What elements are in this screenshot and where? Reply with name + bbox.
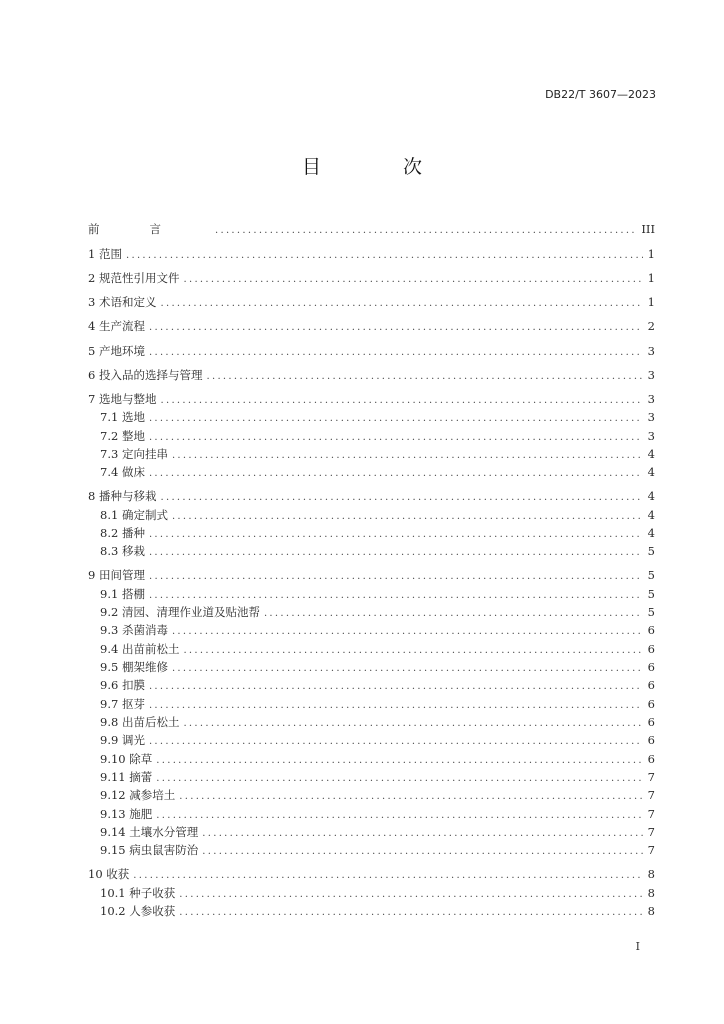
toc-leader-dots — [126, 248, 643, 264]
toc-entry[interactable] — [88, 270, 655, 286]
toc-entry-label: 9.5 棚架维修 — [100, 660, 168, 674]
toc-entry-label: 9.2 清园、清理作业道及贴池帮 — [100, 605, 260, 619]
toc-entry-page: 5 — [647, 568, 655, 582]
toc-entry[interactable] — [100, 824, 655, 840]
toc-entry-label: 7.2 整地 — [100, 429, 145, 443]
toc-leader-dots — [149, 320, 643, 336]
toc-entry-label: 前言 — [88, 222, 211, 236]
toc-entry-page: 2 — [647, 319, 655, 333]
toc-entry-label: 1 范围 — [88, 247, 122, 261]
toc-entry[interactable] — [100, 885, 655, 901]
toc-entry-page: 4 — [647, 489, 655, 503]
toc-entry[interactable] — [88, 488, 655, 504]
toc-leader-dots — [160, 296, 643, 312]
toc-leader-dots — [160, 490, 643, 506]
toc-entry-page: 5 — [647, 544, 655, 558]
toc-entry[interactable] — [88, 367, 655, 383]
toc-entry-label: 9.10 除草 — [100, 752, 153, 766]
toc-entry-page: 3 — [647, 368, 655, 382]
toc-entry-label: 9.8 出苗后松土 — [100, 715, 180, 729]
toc-leader-dots — [215, 223, 637, 239]
toc-entry[interactable] — [100, 714, 655, 730]
toc-entry-page: 3 — [647, 410, 655, 424]
toc-entry[interactable] — [100, 732, 655, 748]
toc-entry-page: 5 — [647, 587, 655, 601]
toc-entry-page: 7 — [647, 807, 655, 821]
toc-entry-page: 1 — [647, 271, 655, 285]
toc-entry-label: 6 投入品的选择与管理 — [88, 368, 203, 382]
toc-entry-page: 6 — [647, 715, 655, 729]
toc-entry-page: 6 — [647, 733, 655, 747]
toc-leader-dots — [160, 393, 643, 409]
toc-entry-label: 9.9 调光 — [100, 733, 145, 747]
toc-entry-label: 8 播种与移栽 — [88, 489, 157, 503]
toc-entry-label: 10 收获 — [88, 867, 130, 881]
toc-entry-label: 7 选地与整地 — [88, 392, 157, 406]
toc-leader-dots — [149, 734, 643, 750]
toc-leader-dots — [149, 588, 643, 604]
toc-leader-dots — [149, 466, 643, 482]
toc-entry[interactable] — [100, 903, 655, 919]
toc-leader-dots — [172, 661, 643, 677]
toc-entry-label: 9 田间管理 — [88, 568, 145, 582]
toc-leader-dots — [156, 771, 643, 787]
toc-entry-page: 6 — [647, 623, 655, 637]
toc-entry[interactable] — [88, 343, 655, 359]
toc-entry-page: 6 — [647, 642, 655, 656]
toc-entry[interactable] — [100, 446, 655, 462]
toc-entry-page: 7 — [647, 825, 655, 839]
toc-entry-page: 6 — [647, 660, 655, 674]
toc-leader-dots — [149, 679, 643, 695]
toc-leader-dots — [183, 716, 643, 732]
toc-entry-page: 7 — [647, 788, 655, 802]
toc-leader-dots — [156, 808, 643, 824]
toc-leader-dots — [133, 868, 643, 884]
toc-leader-dots — [183, 272, 643, 288]
toc-leader-dots — [264, 606, 643, 622]
toc-entry-label: 8.2 播种 — [100, 526, 145, 540]
toc-title: 目 次 — [301, 156, 461, 178]
toc-entry-page: 6 — [647, 752, 655, 766]
toc-entry-page: 8 — [647, 886, 655, 900]
toc-entry-label: 5 产地环境 — [88, 344, 145, 358]
toc-entry-label: 9.4 出苗前松土 — [100, 642, 180, 656]
toc-entry-page: 4 — [647, 526, 655, 540]
toc-entry[interactable] — [100, 659, 655, 675]
toc-leader-dots — [149, 527, 643, 543]
toc-entry-page: 6 — [647, 697, 655, 711]
toc-entry-label: 7.4 做床 — [100, 465, 145, 479]
toc-entry-label: 7.1 选地 — [100, 410, 145, 424]
toc-entry-label: 9.13 施肥 — [100, 807, 153, 821]
toc-entry-label: 8.1 确定制式 — [100, 508, 168, 522]
toc-entry-label: 9.6 扣膜 — [100, 678, 145, 692]
toc-leader-dots — [183, 643, 643, 659]
toc-entry[interactable] — [100, 464, 655, 480]
toc-entry-page: 4 — [647, 465, 655, 479]
toc-entry-page: 7 — [647, 843, 655, 857]
toc-entry-page: 8 — [647, 867, 655, 881]
toc-entry[interactable] — [88, 246, 655, 262]
toc-entry-label: 8.3 移栽 — [100, 544, 145, 558]
toc-entry[interactable] — [100, 525, 655, 541]
toc-leader-dots — [179, 887, 643, 903]
toc-entry[interactable] — [100, 409, 655, 425]
toc-leader-dots — [149, 545, 643, 561]
toc-entry-page: 7 — [647, 770, 655, 784]
toc-leader-dots — [156, 753, 643, 769]
toc-entry[interactable] — [88, 294, 655, 310]
toc-entry-page: 6 — [647, 678, 655, 692]
toc-leader-dots — [149, 569, 643, 585]
toc-entry[interactable] — [88, 318, 655, 334]
toc-entry-label: 9.1 搭棚 — [100, 587, 145, 601]
toc-entry[interactable] — [100, 622, 655, 638]
toc-entry[interactable] — [100, 507, 655, 523]
toc-entry-label: 9.12 减参培土 — [100, 788, 176, 802]
toc-entry-page: 1 — [647, 295, 655, 309]
toc-entry-page: III — [641, 222, 655, 236]
toc-entry-page: 8 — [647, 904, 655, 918]
toc-entry-label: 9.11 摘蕾 — [100, 770, 153, 784]
toc-entry-page: 4 — [647, 508, 655, 522]
toc-leader-dots — [202, 826, 643, 842]
toc-entry-label: 2 规范性引用文件 — [88, 271, 180, 285]
toc-entry[interactable] — [100, 604, 655, 620]
document-code: DB22/T 3607—2023 — [545, 88, 656, 101]
toc-leader-dots — [206, 369, 643, 385]
toc-entry[interactable] — [100, 543, 655, 559]
toc-entry[interactable] — [100, 641, 655, 657]
toc-entry-label: 9.7 抠芽 — [100, 697, 145, 711]
toc-entry[interactable] — [100, 842, 655, 858]
toc-entry[interactable] — [88, 221, 655, 237]
toc-entry-label: 4 生产流程 — [88, 319, 145, 333]
toc-leader-dots — [149, 345, 643, 361]
toc-entry-label: 10.1 种子收获 — [100, 886, 176, 900]
toc-entry-page: 3 — [647, 344, 655, 358]
toc-leader-dots — [179, 789, 643, 805]
toc-entry[interactable] — [100, 586, 655, 602]
toc-entry[interactable] — [88, 866, 655, 882]
toc-entry-label: 9.14 土壤水分管理 — [100, 825, 199, 839]
toc-entry[interactable] — [88, 567, 655, 583]
toc-leader-dots — [149, 430, 643, 446]
toc-leader-dots — [149, 411, 643, 427]
toc-entry-page: 3 — [647, 429, 655, 443]
toc-entry-page: 4 — [647, 447, 655, 461]
toc-entry-label: 9.3 杀菌消毒 — [100, 623, 168, 637]
toc-entry-label: 9.15 病虫鼠害防治 — [100, 843, 199, 857]
toc-entry-label: 3 术语和定义 — [88, 295, 157, 309]
toc-entry-page: 5 — [647, 605, 655, 619]
toc-entry-page: 1 — [647, 247, 655, 261]
toc-entry-label: 7.3 定向挂串 — [100, 447, 168, 461]
toc-leader-dots — [149, 698, 643, 714]
toc-entry[interactable] — [100, 428, 655, 444]
toc-entry-page: 3 — [647, 392, 655, 406]
toc-entry[interactable] — [100, 787, 655, 803]
toc-leader-dots — [172, 624, 643, 640]
toc-entry[interactable] — [100, 696, 655, 712]
toc-leader-dots — [202, 844, 643, 860]
toc-leader-dots — [179, 905, 643, 921]
toc-entry[interactable] — [100, 806, 655, 822]
toc-leader-dots — [172, 509, 643, 525]
toc-entry[interactable] — [100, 677, 655, 693]
toc-entry[interactable] — [100, 769, 655, 785]
toc-entry-label: 10.2 人参收获 — [100, 904, 176, 918]
toc-entry[interactable] — [88, 391, 655, 407]
toc-entry[interactable] — [100, 751, 655, 767]
toc-leader-dots — [172, 448, 643, 464]
page-number: I — [635, 940, 640, 953]
